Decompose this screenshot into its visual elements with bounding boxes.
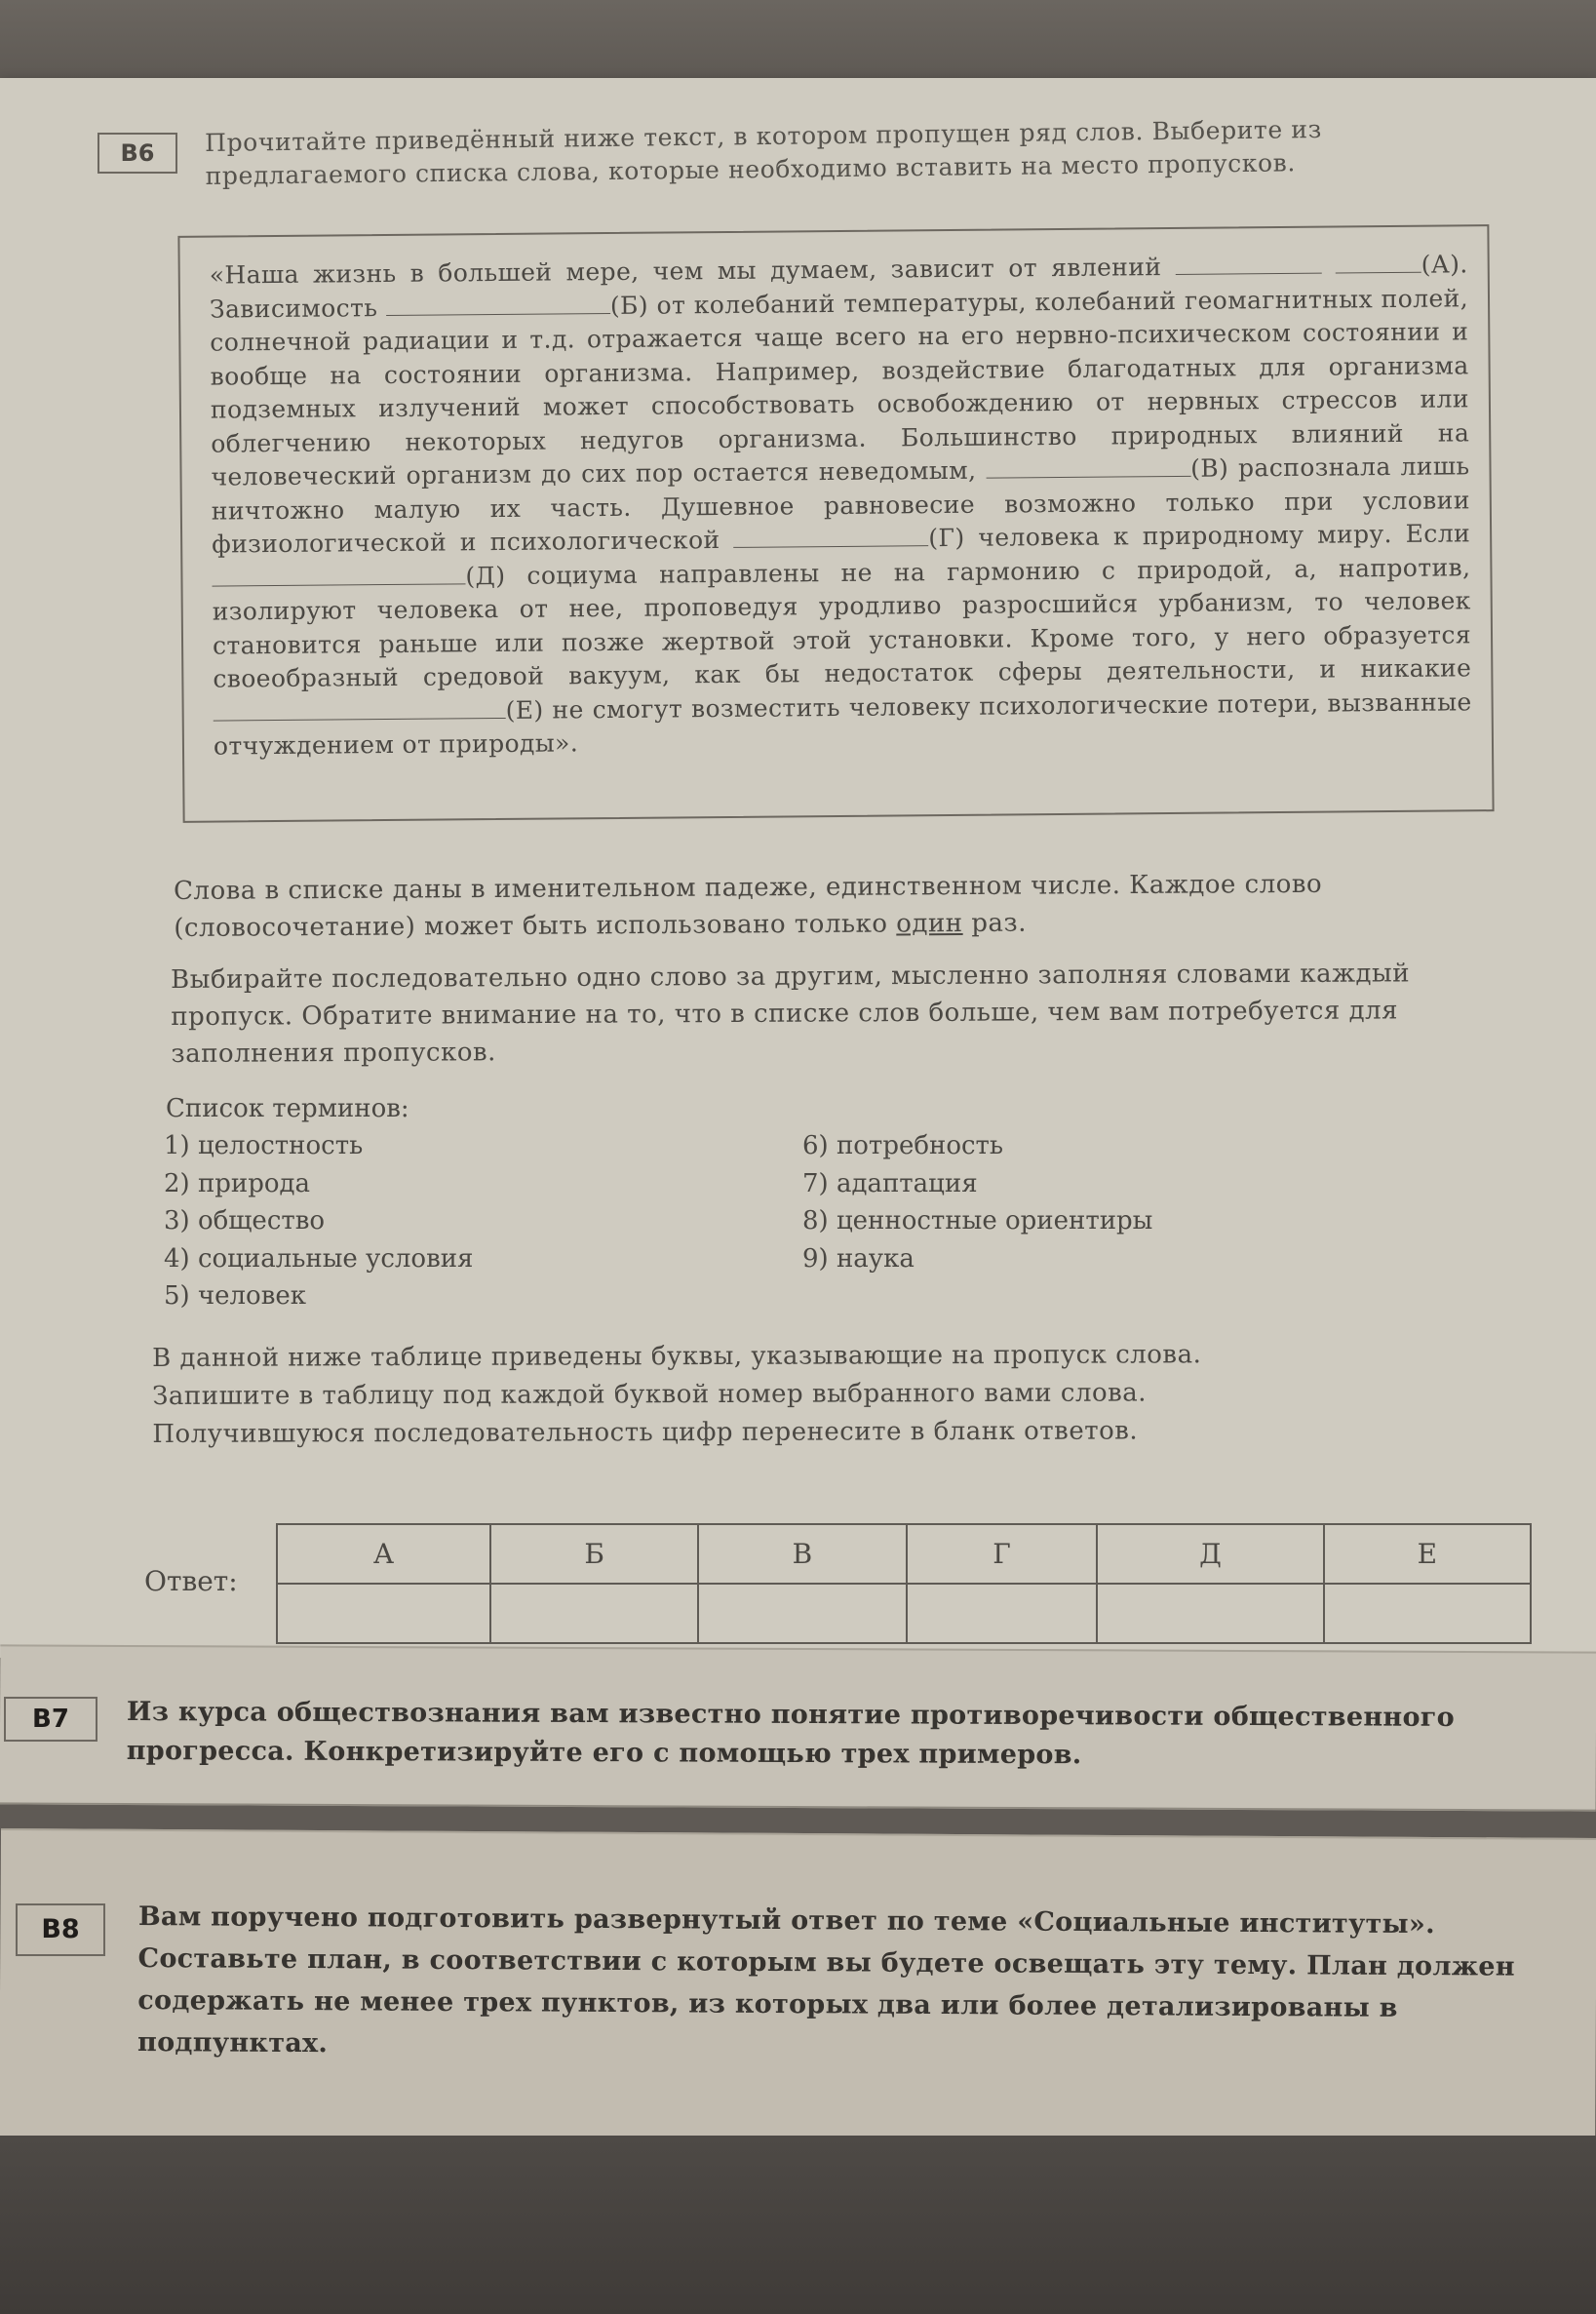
answer-cell-v[interactable] xyxy=(698,1584,906,1643)
b6-note-1: Слова в списке даны в именительном падеже, единственном числе. Каждое слово (словосочетание) может быть использовано только один раз. xyxy=(174,869,1323,943)
terms-title: Список терминов: xyxy=(166,1094,409,1123)
underlined-once: один xyxy=(896,909,963,939)
answer-cell-e[interactable] xyxy=(1324,1584,1531,1643)
term-item: 7) адаптация xyxy=(802,1168,978,1198)
quote-part-4: (В) распознала лишь ничтожно малую их часть. Душевное равновесие возможно только при условии физиологической и психологической xyxy=(211,451,1470,559)
answer-col-header: Е xyxy=(1324,1524,1531,1584)
term-item: 8) ценностные ориентиры xyxy=(802,1206,1153,1235)
answer-input-row xyxy=(277,1584,1531,1643)
answer-col-header: В xyxy=(698,1524,906,1584)
b6-note-2: Выбирайте последовательно одно слово за другим, мысленно заполняя словами каждый пропуск. Обратите внимание на то, что в списке слов больше, чем вам потребуется для заполнения пропусков. xyxy=(171,959,1411,1069)
quote-part-3: (Б) от колебаний температуры, колебаний геомагнитных полей, солнечной радиации и т.д. отражается чаще всего на его нервно-психическом состоянии и вообще на состоянии организма. Например, воздействие благодатных для организма подземных излучений может способствовать освобождению от нервных стрессов или облегчению некоторых недугов организма. Большинство природных влияний на человеческий организм до сих пор остается неведомым, xyxy=(210,283,1470,491)
quote-part-7: (Е) не смогут возместить человеку психологические потери, вызванные отчуждением от природы». xyxy=(213,686,1472,761)
answer-label: Ответ: xyxy=(144,1565,238,1597)
answer-cell-b[interactable] xyxy=(490,1584,698,1643)
task-label-b8: B8 xyxy=(16,1903,105,1956)
terms-list-left xyxy=(164,1127,473,1315)
answer-cell-a[interactable] xyxy=(277,1584,490,1643)
answer-header-row xyxy=(277,1524,1531,1584)
answer-cell-d[interactable] xyxy=(1097,1584,1323,1643)
b7-task-text: Из курса обществознания вам известно понятие противоречивости общественного прогресса. Конкретизируйте его с помощью трех примеров. xyxy=(126,1697,1456,1771)
floor-background xyxy=(0,2136,1596,2314)
term-item: 9) наука xyxy=(802,1243,915,1274)
task-label-b6: B6 xyxy=(97,133,177,174)
b6-instruction: Прочитайте приведённый ниже текст, в котором пропущен ряд слов. Выберите из предлагаемого списка слова, которые необходимо вставить на место пропусков. xyxy=(205,115,1323,190)
quote-part-5: (Г) человека к природному миру. Если xyxy=(928,519,1471,553)
quote-part-2: (А). Зависимость xyxy=(209,250,1468,324)
term-item: 1) целостность xyxy=(164,1131,364,1160)
table-instructions: В данной ниже таблице приведены буквы, указывающие на пропуск слова. Запишите в таблицу под каждой буквой номер выбранного вами слова. Получившуюся последовательность цифр перенесите в бланк ответов. xyxy=(152,1340,1202,1449)
term-item: 2) природа xyxy=(164,1168,311,1198)
answer-col-header: А xyxy=(277,1524,490,1584)
answer-col-header: Г xyxy=(907,1524,1098,1584)
b8-task-text: Вам поручено подготовить развернутый ответ по теме «Социальные институты». Составьте план, в соответствии с которым вы будете освещать эту тему. План должен содержать не менее трех пунктов, из которых два или более детализированы в подпунктах. xyxy=(136,1901,1515,2059)
answer-col-header: Б xyxy=(490,1524,698,1584)
term-item: 5) человек xyxy=(164,1281,306,1311)
answer-col-header: Д xyxy=(1097,1524,1323,1584)
term-item: 4) социальные условия xyxy=(164,1243,474,1274)
quote-part-1: «Наша жизнь в большей мере, чем мы думаем, зависит от явлений xyxy=(209,253,1162,290)
terms-list-right xyxy=(802,1127,1152,1277)
answer-cell-g[interactable] xyxy=(907,1584,1098,1643)
quote-text-box xyxy=(177,224,1494,823)
task-label-b7: B7 xyxy=(4,1697,97,1742)
quote-part-6: (Д) социума направлены не на гармонию с природой, а, напротив, изолируют человека от нее, проповедуя уродливо разросшийся урбанизм, то человек становится раньше или позже жертвой этой установки. Кроме того, у него образуется своеобразный средовой вакуум, как бы недостаток сферы деятельности, и никакие xyxy=(212,552,1472,693)
term-item: 3) общество xyxy=(164,1206,326,1235)
term-item: 6) потребность xyxy=(802,1131,1004,1160)
answer-table xyxy=(276,1523,1532,1644)
